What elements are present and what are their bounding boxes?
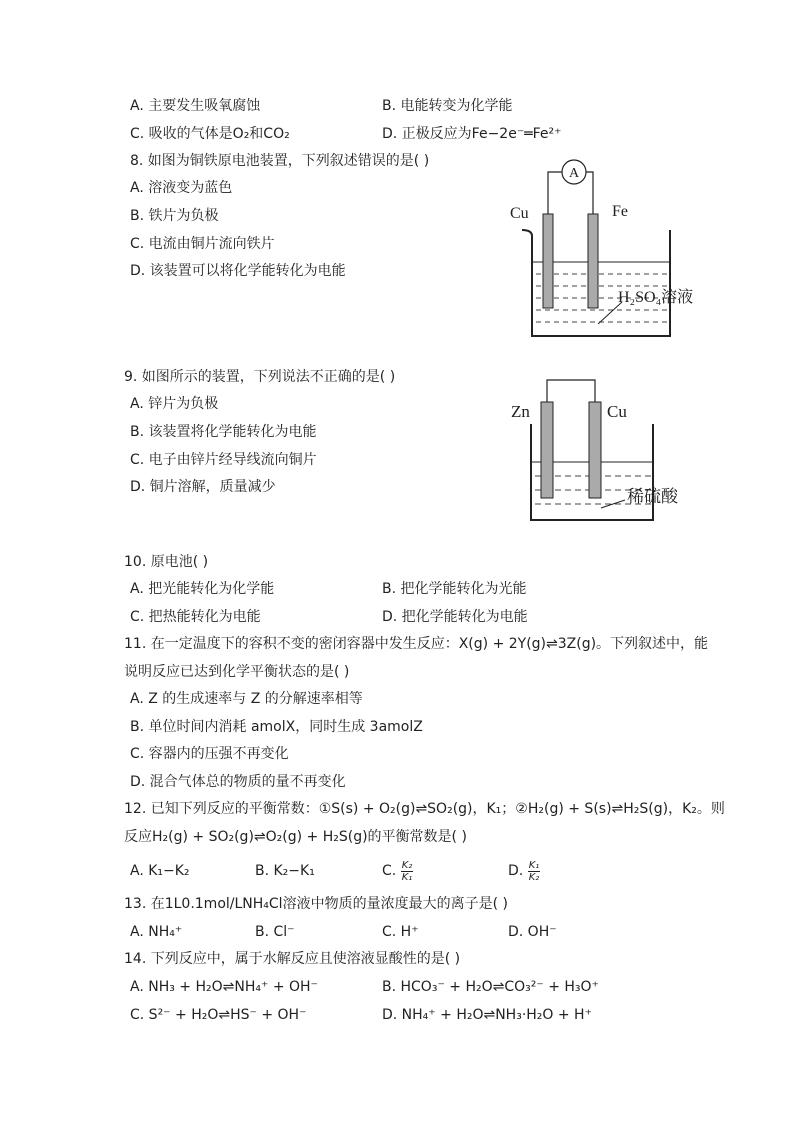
q9-figure (505, 372, 705, 527)
q13-option-d: D. OH⁻ (508, 924, 557, 940)
q12-stem-line1: 12. 已知下列反应的平衡常数：①S(s) + O₂(g)⇌SO₂(g)，K₁；②H₂(g) + S(s)⇌H₂S(g)，K₂。则 (124, 801, 725, 817)
q12-option-d-prefix: D. (508, 863, 528, 879)
q8-option-a: A. 溶液变为蓝色 (130, 180, 233, 196)
q8-left-electrode-label: Cu (510, 205, 529, 222)
q8-option-c: C. 电流由铜片流向铁片 (130, 236, 275, 252)
q13-option-a: A. NH₄⁺ (130, 924, 183, 940)
q10-option-d: D. 把化学能转化为电能 (382, 609, 528, 625)
q7-option-b: B. 电能转变为化学能 (382, 98, 513, 114)
q9-cu-electrode (589, 402, 601, 498)
q9-option-c: C. 电子由锌片经导线流向铜片 (130, 452, 317, 468)
q8-cu-electrode (543, 214, 553, 308)
q12-option-c-numerator: K₂ (401, 859, 413, 871)
q9-zn-electrode (541, 402, 553, 498)
q11-option-c: C. 容器内的压强不再变化 (130, 746, 289, 762)
q9-left-electrode-label: Zn (511, 402, 530, 421)
q14-option-c: C. S²⁻ + H₂O⇌HS⁻ + OH⁻ (130, 1007, 307, 1023)
q14-stem: 14. 下列反应中，属于水解反应且使溶液显酸性的是( ) (124, 951, 461, 967)
q12-option-d-numerator: K₁ (528, 859, 540, 871)
q14-option-b: B. HCO₃⁻ + H₂O⇌CO₃²⁻ + H₃O⁺ (382, 979, 599, 995)
q12-option-d (508, 856, 540, 886)
q11-stem-line2: 说明反应已达到化学平衡状态的是( ) (124, 664, 350, 680)
q11-option-d: D. 混合气体总的物质的量不再变化 (130, 774, 346, 790)
q12-option-c-denominator: K₁ (401, 871, 413, 883)
q14-option-a: A. NH₃ + H₂O⇌NH₄⁺ + OH⁻ (130, 979, 318, 995)
q10-option-b: B. 把化学能转化为光能 (382, 581, 527, 597)
q11-stem-line1: 11. 在一定温度下的容积不变的密闭容器中发生反应：X(g) + 2Y(g)⇌3Z(g)。下列叙述中，能 (124, 636, 709, 652)
q10-option-a: A. 把光能转化为化学能 (130, 581, 275, 597)
q8-option-b: B. 铁片为负极 (130, 208, 219, 224)
q8-option-d: D. 该装置可以将化学能转化为电能 (130, 263, 346, 279)
q9-option-b: B. 该装置将化学能转化为电能 (130, 424, 317, 440)
q11-option-a: A. Z 的生成速率与 Z 的分解速率相等 (130, 691, 363, 707)
q12-option-b: B. K₂−K₁ (255, 863, 315, 879)
q12-option-d-denominator: K₂ (528, 871, 540, 883)
q8-right-electrode-label: Fe (612, 203, 628, 220)
q9-stem: 9. 如图所示的装置，下列说法不正确的是( ) (124, 369, 396, 385)
q7-option-c: C. 吸收的气体是O₂和CO₂ (130, 126, 290, 142)
q8-solution-label: H₂SO₄溶液 (618, 289, 694, 306)
q12-option-d-fraction (528, 860, 541, 883)
q14-option-d: D. NH₄⁺ + H₂O⇌NH₃·H₂O + H⁺ (382, 1007, 592, 1023)
q11-option-b: B. 单位时间内消耗 amolX，同时生成 3amolZ (130, 719, 423, 735)
q8-fe-electrode (588, 214, 598, 308)
q9-right-electrode-label: Cu (607, 402, 627, 421)
q10-option-c: C. 把热能转化为电能 (130, 609, 261, 625)
q12-option-a: A. K₁−K₂ (130, 863, 190, 879)
q8-figure (500, 152, 710, 344)
q12-option-c-fraction (401, 860, 414, 883)
q10-stem: 10. 原电池( ) (124, 554, 209, 570)
q7-option-d: D. 正极反应为Fe−2e⁻═Fe²⁺ (382, 126, 562, 142)
q9-solution-label: 稀硫酸 (627, 487, 678, 506)
q9-option-a: A. 锌片为负极 (130, 396, 219, 412)
q13-option-b: B. Cl⁻ (255, 924, 295, 940)
q13-stem: 13. 在1L0.1mol/LNH₄Cl溶液中物质的量浓度最大的离子是( ) (124, 896, 508, 912)
q12-stem-line2: 反应H₂(g) + SO₂(g)⇌O₂(g) + H₂S(g)的平衡常数是( ) (124, 829, 467, 845)
q12-option-c (382, 856, 413, 886)
q8-stem: 8. 如图为铜铁原电池装置，下列叙述错误的是( ) (130, 153, 430, 169)
q9-option-d: D. 铜片溶解，质量减少 (130, 479, 276, 495)
q12-option-c-prefix: C. (382, 863, 401, 879)
q7-option-a: A. 主要发生吸氧腐蚀 (130, 98, 261, 114)
q13-option-c: C. H⁺ (382, 924, 419, 940)
ammeter-label: A (568, 166, 580, 181)
